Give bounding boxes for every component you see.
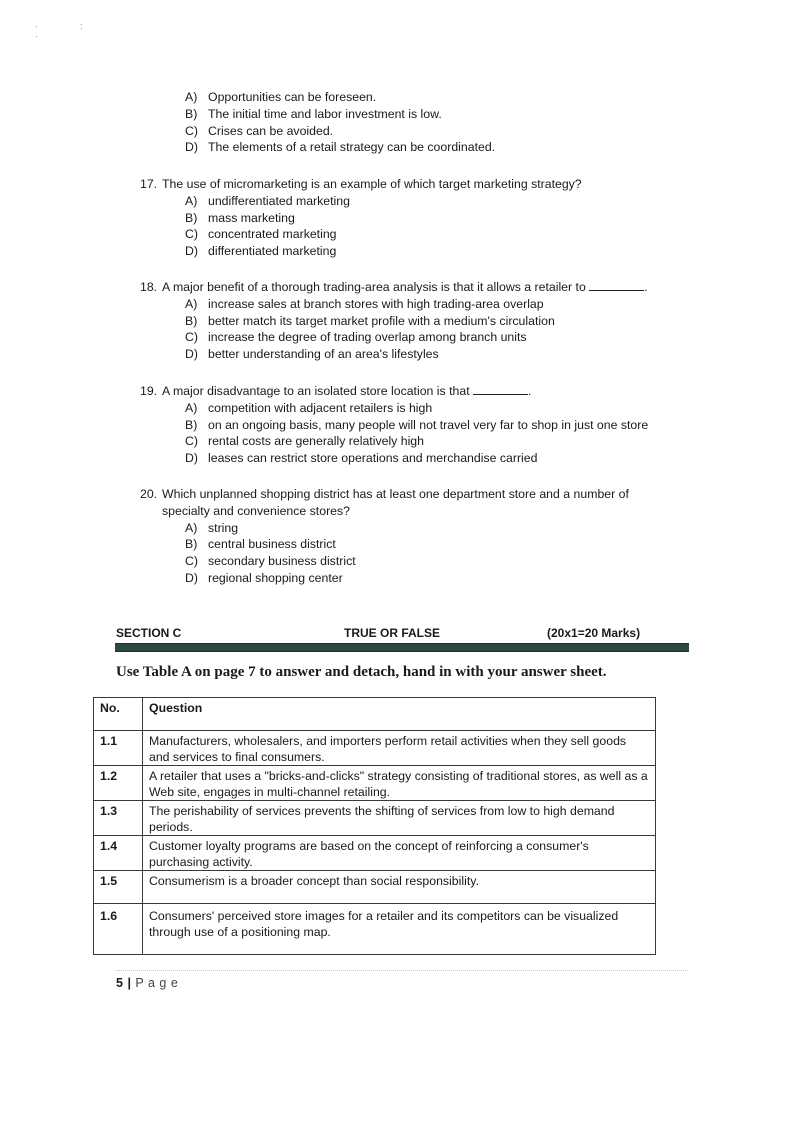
row-number: 1.1 [94,731,143,766]
option: B) better match its target market profile with a medium's circulation [185,313,555,328]
question-17 [140,176,582,260]
section-title: TRUE OR FALSE [344,626,441,640]
row-number: 1.6 [94,904,143,955]
footer-divider [116,970,688,971]
table-row [94,766,656,801]
option: A) Opportunities can be foreseen. [185,90,377,104]
question-stem: 19. A major disadvantage to an isolated store location is that . [140,384,532,398]
section-divider-bar [115,643,689,652]
page-separator: | [127,976,132,990]
question-18 [140,279,648,363]
option: D) The elements of a retail strategy can be coordinated. [185,140,496,155]
option: C) rental costs are generally relatively high [185,434,424,449]
section-marks: (20x1=20 Marks) [547,626,641,640]
question-20 [140,486,629,587]
option: A) competition with adjacent retailers is high [185,400,433,415]
option: D) differentiated marketing [185,244,337,259]
row-number: 1.3 [94,801,143,836]
question-stem: 18. A major benefit of a thorough trading-area analysis is that it allows a retailer to . [140,280,648,294]
option: B) mass marketing [185,210,295,225]
page-footer [116,976,178,990]
question-options [185,400,648,467]
page-word: P a g e [135,976,179,990]
row-question: Consumers' perceived store images for a retailer and its competitors can be visualized through use of a positioning map. [143,904,656,955]
question-19 [140,383,648,467]
option: C) Crises can be avoided. [185,123,334,138]
question-stem: 17. The use of micromarketing is an example of which target marketing strategy? [140,177,582,191]
row-question: Manufacturers, wholesalers, and importers perform retail activities when they sell goods and services to final consumers. [143,731,656,766]
option: A) undifferentiated marketing [185,193,350,208]
section-header [116,626,688,640]
answer-blank [589,279,644,291]
option: D) leases can restrict store operations and merchandise carried [185,451,538,466]
table-header-row [94,698,656,731]
table-row [94,731,656,766]
row-question: Consumerism is a broader concept than social responsibility. [143,871,656,904]
answer-blank [473,383,528,395]
page-number: 5 [116,976,124,990]
row-number: 1.4 [94,836,143,871]
option: B) The initial time and labor investment is low. [185,106,442,121]
option: C) secondary business district [185,554,356,569]
row-number: 1.2 [94,766,143,801]
option: C) increase the degree of trading overlap among branch units [185,330,527,345]
row-question: Customer loyalty programs are based on the concept of reinforcing a consumer's purchasing activity. [143,836,656,871]
section-label: SECTION C [116,626,182,640]
row-question: A retailer that uses a "bricks-and-clicks" strategy consisting of traditional stores, as well as a Web site, engages in multi-channel retailing. [143,766,656,801]
section-instruction: Use Table A on page 7 to answer and detach, hand in with your answer sheet. [116,664,607,680]
option: A) increase sales at branch stores with high trading-area overlap [185,296,544,311]
table-row [94,904,656,955]
row-number: 1.5 [94,871,143,904]
header-no: No. [94,698,143,731]
table-row [94,801,656,836]
option: D) regional shopping center [185,570,343,585]
prev-question-options [185,89,495,156]
option: C) concentrated marketing [185,227,337,242]
header-question: Question [143,698,656,731]
question-options [185,520,629,587]
row-question: The perishability of services prevents the shifting of services from low to high demand periods. [143,801,656,836]
option: B) on an ongoing basis, many people will not travel very far to shop in just one store [185,417,649,432]
table-row [94,836,656,871]
question-stem-continued: specialty and convenience stores? [162,503,350,518]
option: D) better understanding of an area's lifestyles [185,347,439,362]
option: A) string [185,520,239,535]
question-stem: 20. Which unplanned shopping district has at least one department store and a number of [140,487,629,501]
table-row [94,871,656,904]
question-options [185,193,582,260]
option: B) central business district [185,537,336,552]
true-false-table [93,697,656,955]
question-options [185,296,648,363]
